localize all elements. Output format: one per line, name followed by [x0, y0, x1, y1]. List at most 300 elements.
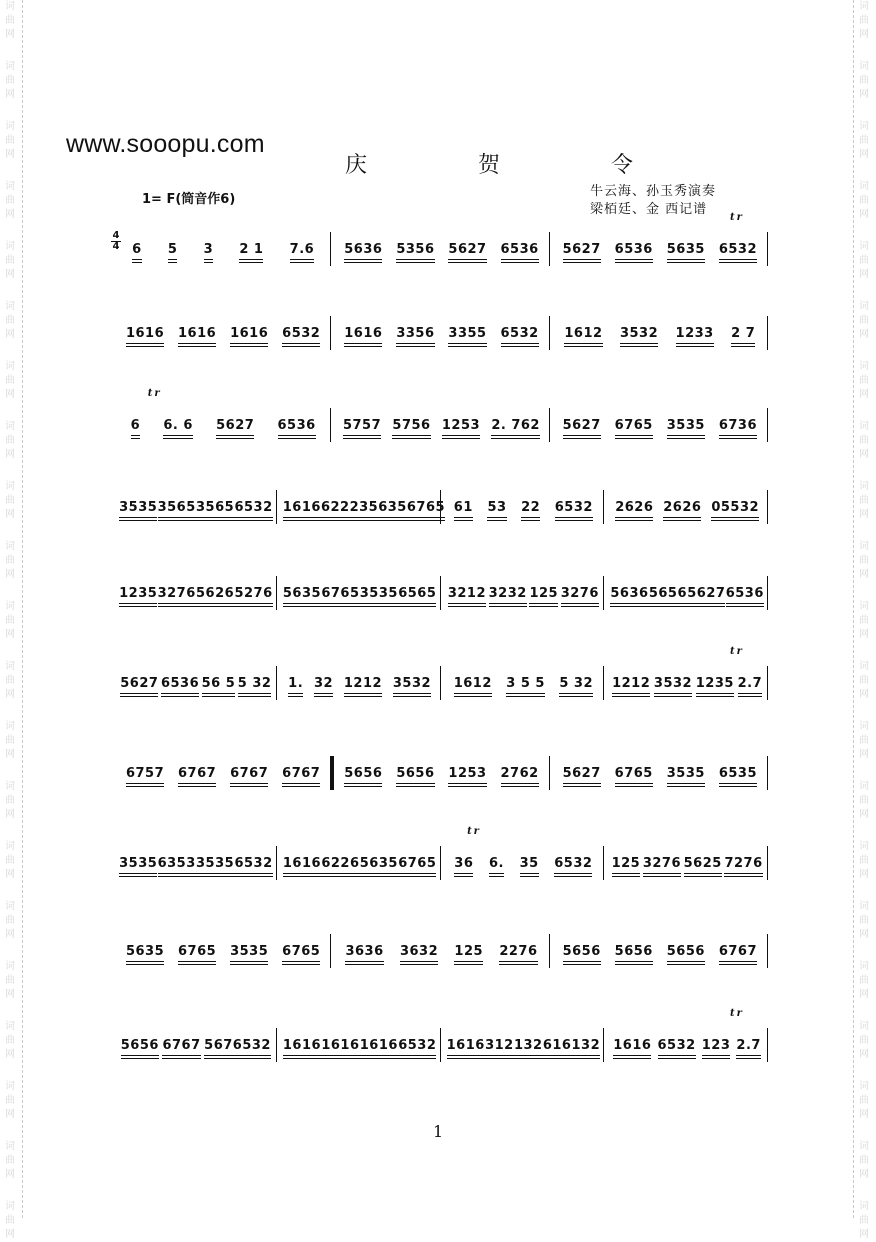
note-group: 6: [131, 418, 141, 438]
watermark-char: 网: [859, 629, 869, 640]
watermark-char: 词: [5, 541, 15, 552]
watermark-char: 词: [5, 781, 15, 792]
watermark-char: 曲: [5, 675, 15, 686]
watermark-block: [2, 0, 18, 42]
barline: [440, 576, 441, 610]
watermark-char: 词: [859, 1021, 869, 1032]
note-group: 6536: [726, 586, 764, 606]
watermark-char: 词: [5, 841, 15, 852]
watermark-block: [2, 1080, 18, 1122]
barline: [440, 490, 441, 524]
note-group: 5626: [196, 586, 234, 606]
note-group: 5656: [649, 586, 687, 606]
barline: [330, 934, 331, 968]
watermark-char: 网: [859, 1169, 869, 1180]
note-group: 1235: [119, 586, 157, 606]
note-group: 2276: [499, 944, 537, 964]
barline: [330, 756, 334, 790]
barline: [767, 846, 768, 880]
watermark-char: 词: [859, 121, 869, 132]
note-group: 5627: [563, 766, 601, 786]
measure: [119, 856, 273, 886]
barline: [549, 232, 550, 266]
watermark-block: [2, 60, 18, 102]
barline: [440, 846, 441, 880]
note-group: 125: [529, 586, 558, 606]
watermark-char: 词: [859, 1141, 869, 1152]
note-group: 7.6: [290, 242, 315, 262]
left-margin-watermark: [0, 0, 23, 1240]
note-group: 5635: [283, 586, 321, 606]
note-group: 1212: [612, 676, 650, 696]
watermark-char: 网: [859, 929, 869, 940]
watermark-char: 网: [859, 1109, 869, 1120]
watermark-block: [856, 720, 872, 762]
barline: [603, 1028, 604, 1062]
note-group: 5627: [563, 418, 601, 438]
watermark-char: 曲: [859, 1155, 869, 1166]
trill-mark: tr: [467, 826, 481, 837]
measure: [337, 766, 545, 796]
watermark-char: 词: [5, 301, 15, 312]
barline: [549, 756, 550, 790]
watermark-char: 网: [5, 689, 15, 700]
note-group: 6765: [321, 586, 359, 606]
watermark-char: 网: [859, 569, 869, 580]
barline: [767, 490, 768, 524]
watermark-char: 曲: [859, 15, 869, 26]
watermark-char: 词: [859, 301, 869, 312]
watermark-char: 曲: [5, 75, 15, 86]
watermark-char: 网: [5, 449, 15, 460]
watermark-char: 曲: [859, 75, 869, 86]
watermark-char: 曲: [859, 135, 869, 146]
watermark-char: 词: [859, 901, 869, 912]
watermark-char: 曲: [5, 1155, 15, 1166]
watermark-char: 曲: [5, 555, 15, 566]
note-group: 35: [520, 856, 539, 876]
watermark-char: 网: [859, 209, 869, 220]
measure: [337, 326, 545, 356]
measure: [282, 500, 446, 530]
watermark-char: 词: [5, 1021, 15, 1032]
note-group: 3532: [654, 676, 692, 696]
measure: [119, 944, 327, 974]
note-group: 61: [454, 500, 473, 520]
watermark-block: [2, 840, 18, 882]
note-group: 1616: [360, 1038, 398, 1058]
note-group: 123: [702, 1038, 731, 1058]
watermark-block: [2, 300, 18, 342]
note-group: 1616: [321, 1038, 359, 1058]
note-group: 6532: [555, 500, 593, 520]
note-group: 125: [454, 944, 483, 964]
watermark-char: 词: [859, 721, 869, 732]
watermark-char: 词: [5, 721, 15, 732]
site-url: www.sooopu.com: [66, 130, 265, 158]
note-group: 1616: [344, 326, 382, 346]
score-line: [115, 826, 770, 886]
watermark-char: 网: [5, 809, 15, 820]
time-signature-bottom: 4: [112, 241, 120, 252]
watermark-char: 网: [5, 1109, 15, 1120]
note-group: 6535: [719, 766, 757, 786]
watermark-char: 网: [5, 929, 15, 940]
note-group: 3565: [158, 500, 196, 520]
watermark-block: [2, 900, 18, 942]
barline: [440, 1028, 441, 1062]
note-group: 5627: [120, 676, 158, 696]
note-group: 1.: [288, 676, 303, 696]
watermark-block: [856, 240, 872, 282]
note-group: 1253: [448, 766, 486, 786]
watermark-char: 曲: [859, 375, 869, 386]
watermark-char: 网: [5, 149, 15, 160]
watermark-char: 曲: [859, 315, 869, 326]
trill-mark: tr: [730, 1008, 744, 1019]
note-group: 6226: [321, 856, 359, 876]
watermark-char: 网: [5, 869, 15, 880]
watermark-char: 词: [859, 661, 869, 672]
trill-mark: tr: [730, 212, 744, 223]
measure: [337, 944, 545, 974]
watermark-char: 网: [5, 509, 15, 520]
note-group: 3535: [119, 500, 157, 520]
measure: [283, 586, 437, 616]
watermark-char: 曲: [5, 855, 15, 866]
watermark-block: [856, 840, 872, 882]
watermark-char: 曲: [5, 15, 15, 26]
note-group: 1616: [178, 326, 216, 346]
note-group: 5627: [216, 418, 254, 438]
note-group: 3276: [158, 586, 196, 606]
watermark-char: 网: [859, 689, 869, 700]
score-line: [115, 212, 770, 272]
note-group: 6765: [282, 944, 320, 964]
note-group: 5676532: [204, 1038, 271, 1058]
watermark-block: [2, 360, 18, 402]
watermark-char: 词: [5, 421, 15, 432]
note-group: 6765: [615, 418, 653, 438]
score-line: [115, 326, 770, 356]
watermark-char: 网: [859, 509, 869, 520]
note-group: 3232: [489, 586, 527, 606]
watermark-char: 网: [5, 269, 15, 280]
measure: [447, 856, 601, 886]
watermark-char: 词: [5, 481, 15, 492]
note-group: 3565: [196, 500, 234, 520]
note-group: 6757: [126, 766, 164, 786]
note-group: 5356: [396, 242, 434, 262]
measure: [556, 242, 764, 272]
note-group: 5627: [687, 586, 725, 606]
note-group: 2626: [663, 500, 701, 520]
watermark-char: 网: [859, 869, 869, 880]
page-number: 1: [433, 1122, 444, 1141]
note-group: 312: [485, 1038, 514, 1058]
barline: [603, 666, 604, 700]
note-group: 1616: [283, 856, 321, 876]
measure: [337, 242, 545, 272]
note-group: 1233: [676, 326, 714, 346]
note-group: 6767: [178, 766, 216, 786]
measure: [556, 418, 764, 448]
watermark-block: [856, 780, 872, 822]
note-group: 5627: [448, 242, 486, 262]
note-group: 1612: [564, 326, 602, 346]
watermark-char: 网: [859, 269, 869, 280]
note-group: 2626: [615, 500, 653, 520]
watermark-char: 词: [859, 361, 869, 372]
measure: [610, 676, 764, 706]
watermark-char: 网: [5, 209, 15, 220]
watermark-char: 曲: [859, 555, 869, 566]
note-group: 5276: [234, 586, 272, 606]
watermark-char: 词: [859, 1081, 869, 1092]
note-group: 5 32: [238, 676, 272, 696]
watermark-block: [2, 960, 18, 1002]
watermark-char: 词: [5, 1201, 15, 1212]
measure: [447, 676, 601, 706]
measure: [447, 586, 601, 616]
watermark-char: 曲: [859, 915, 869, 926]
score-line: [115, 500, 770, 530]
watermark-char: 网: [5, 989, 15, 1000]
note-group: 6565: [398, 586, 436, 606]
watermark-block: [856, 180, 872, 222]
trill-mark: tr: [730, 646, 744, 657]
watermark-block: [856, 1020, 872, 1062]
measure: [556, 944, 764, 974]
measure: [610, 586, 764, 616]
watermark-char: 曲: [5, 615, 15, 626]
watermark-char: 曲: [5, 435, 15, 446]
watermark-char: 曲: [5, 735, 15, 746]
watermark-char: 网: [859, 89, 869, 100]
barline: [276, 576, 277, 610]
watermark-char: 词: [5, 601, 15, 612]
note-group: 3632: [400, 944, 438, 964]
watermark-char: 曲: [859, 1095, 869, 1106]
measure: [610, 1038, 764, 1068]
note-group: 6. 6: [163, 418, 193, 438]
note-group: 3532: [620, 326, 658, 346]
barline: [330, 316, 331, 350]
note-group: 1616: [230, 326, 268, 346]
note-group: 2 1: [239, 242, 263, 262]
watermark-char: 曲: [5, 1215, 15, 1226]
note-group: 2762: [501, 766, 539, 786]
watermark-block: [2, 1020, 18, 1062]
watermark-char: 网: [5, 1229, 15, 1240]
barline: [767, 666, 768, 700]
note-group: 1253: [442, 418, 480, 438]
note-group: 2 7: [731, 326, 755, 346]
watermark-block: [856, 660, 872, 702]
note-group: 3532: [393, 676, 431, 696]
barline: [767, 576, 768, 610]
note-group: 6765: [398, 856, 436, 876]
watermark-char: 词: [5, 361, 15, 372]
note-group: 1235: [696, 676, 734, 696]
watermark-char: 词: [859, 241, 869, 252]
watermark-char: 网: [5, 329, 15, 340]
watermark-char: 曲: [5, 315, 15, 326]
watermark-block: [2, 1200, 18, 1242]
barline: [603, 576, 604, 610]
barline: [549, 316, 550, 350]
watermark-block: [2, 540, 18, 582]
watermark-char: 曲: [5, 975, 15, 986]
watermark-block: [856, 960, 872, 1002]
measure: [337, 418, 545, 448]
score-line: [115, 388, 770, 448]
watermark-char: 曲: [859, 735, 869, 746]
watermark-char: 网: [859, 29, 869, 40]
note-group: 6532: [234, 500, 272, 520]
note-group: 5636: [344, 242, 382, 262]
watermark-block: [856, 900, 872, 942]
performers-credit: 牛云海、孙玉秀演奏: [590, 184, 717, 199]
watermark-char: 曲: [5, 915, 15, 926]
barline: [603, 846, 604, 880]
note-group: 6736: [719, 418, 757, 438]
note-group: 5636: [610, 586, 648, 606]
watermark-char: 网: [859, 1049, 869, 1060]
note-group: 5627: [563, 242, 601, 262]
watermark-block: [2, 420, 18, 462]
watermark-char: 词: [859, 181, 869, 192]
note-group: 3276: [643, 856, 681, 876]
barline: [276, 846, 277, 880]
note-group: 6765: [178, 944, 216, 964]
note-group: 125: [612, 856, 641, 876]
measure: [556, 326, 764, 356]
note-group: 132: [514, 1038, 543, 1058]
watermark-char: 词: [859, 1, 869, 12]
note-group: 3535: [196, 856, 234, 876]
watermark-char: 曲: [5, 1095, 15, 1106]
watermark-char: 网: [859, 449, 869, 460]
watermark-char: 曲: [859, 975, 869, 986]
note-group: 3535: [667, 766, 705, 786]
watermark-char: 网: [5, 1169, 15, 1180]
watermark-char: 网: [859, 749, 869, 760]
note-group: 6765: [615, 766, 653, 786]
watermark-block: [2, 120, 18, 162]
note-group: 1616: [126, 326, 164, 346]
note-group: 1616: [447, 1038, 485, 1058]
measure: [119, 586, 273, 616]
note-group: 5635: [667, 242, 705, 262]
measure: [119, 676, 273, 706]
note-group: 6536: [278, 418, 316, 438]
watermark-char: 词: [5, 1, 15, 12]
note-group: 56 5: [202, 676, 236, 696]
measure: [119, 1038, 273, 1068]
note-group: 3 5 5: [506, 676, 545, 696]
measure: [447, 500, 601, 530]
note-group: 1616: [613, 1038, 651, 1058]
score-line: [115, 586, 770, 616]
note-group: 5635: [360, 856, 398, 876]
note-group: 3636: [345, 944, 383, 964]
note-group: 1612: [454, 676, 492, 696]
watermark-char: 曲: [5, 495, 15, 506]
watermark-char: 词: [859, 61, 869, 72]
watermark-char: 词: [859, 1201, 869, 1212]
watermark-char: 网: [859, 989, 869, 1000]
score-line: [115, 766, 770, 796]
note-group: 32: [314, 676, 333, 696]
barline: [603, 490, 604, 524]
watermark-char: 词: [5, 121, 15, 132]
barline: [767, 316, 768, 350]
note-group: 6767: [719, 944, 757, 964]
watermark-block: [856, 1080, 872, 1122]
note-group: 5756: [392, 418, 430, 438]
score-line: [115, 1008, 770, 1068]
note-group: 3535: [119, 856, 157, 876]
watermark-char: 网: [5, 1049, 15, 1060]
watermark-char: 网: [5, 89, 15, 100]
note-group: 05532: [711, 500, 759, 520]
measure: [119, 500, 273, 530]
barline: [767, 408, 768, 442]
watermark-char: 网: [859, 1229, 869, 1240]
key-signature: 1= F(筒音作6): [142, 192, 236, 207]
note-group: 1616: [283, 500, 321, 520]
watermark-char: 词: [5, 1141, 15, 1152]
watermark-char: 曲: [859, 615, 869, 626]
watermark-block: [2, 1140, 18, 1182]
note-group: 5656: [615, 944, 653, 964]
measure: [283, 1038, 437, 1068]
note-group: 6536: [501, 242, 539, 262]
note-group: 6532: [554, 856, 592, 876]
watermark-char: 词: [5, 661, 15, 672]
watermark-block: [2, 780, 18, 822]
watermark-char: 曲: [859, 195, 869, 206]
note-group: 2.7: [736, 1038, 761, 1058]
barline: [276, 666, 277, 700]
note-group: 5656: [563, 944, 601, 964]
watermark-block: [856, 0, 872, 42]
measure: [119, 418, 327, 448]
trill-mark: tr: [147, 388, 162, 399]
note-group: 6767: [282, 766, 320, 786]
watermark-char: 网: [859, 329, 869, 340]
note-group: 5635: [126, 944, 164, 964]
note-group: 3535: [360, 586, 398, 606]
watermark-block: [856, 120, 872, 162]
watermark-char: 曲: [5, 1035, 15, 1046]
barline: [330, 408, 331, 442]
watermark-char: 词: [859, 841, 869, 852]
note-group: 22: [521, 500, 540, 520]
watermark-block: [856, 1200, 872, 1242]
watermark-block: [856, 60, 872, 102]
watermark-char: 词: [5, 61, 15, 72]
barline: [440, 666, 441, 700]
note-group: 3276: [561, 586, 599, 606]
watermark-char: 曲: [859, 795, 869, 806]
watermark-char: 曲: [5, 195, 15, 206]
note-group: 5656: [121, 1038, 159, 1058]
note-group: 616132: [543, 1038, 600, 1058]
watermark-block: [2, 720, 18, 762]
watermark-char: 曲: [5, 375, 15, 386]
